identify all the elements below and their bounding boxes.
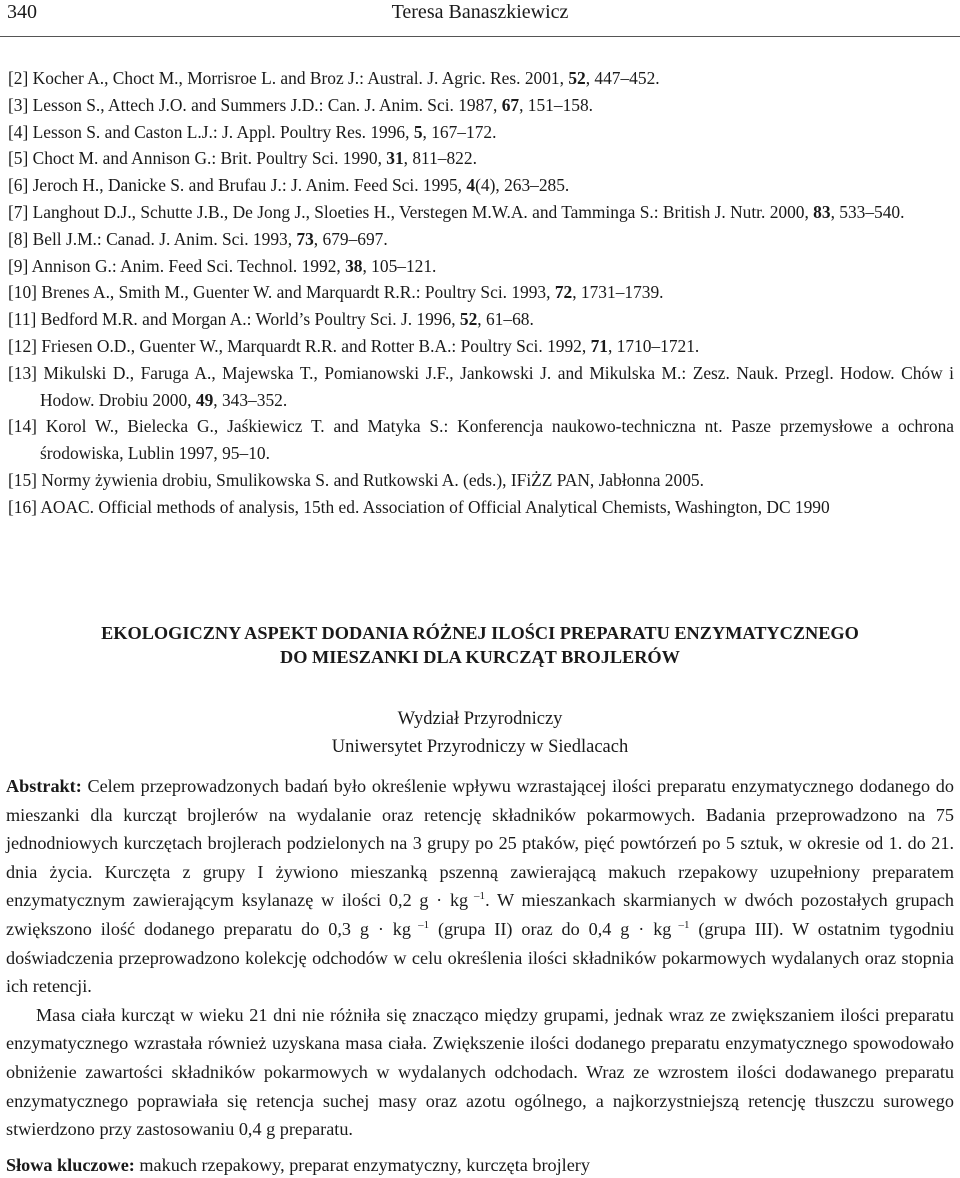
page-number: 340 — [7, 1, 37, 23]
reference-volume: 4 — [466, 175, 476, 196]
reference-text: AOAC. Official methods of analysis, 15th ed. Association of Official Analytical Chemists, Washington, DC 1990 — [40, 496, 830, 517]
reference-text: Choct M. and Annison G.: Brit. Poultry Sci. 1990, — [32, 148, 387, 169]
reference-item — [8, 413, 954, 467]
reference-number: [10] — [8, 282, 37, 303]
reference-pages: , 105–121. — [362, 255, 437, 276]
affiliation-university: Uniwersytet Przyrodniczy w Siedlacach — [331, 737, 629, 757]
reference-item — [8, 467, 954, 494]
reference-number: [2] — [8, 68, 29, 88]
reference-pages: , 1731–1739. — [572, 282, 664, 303]
reference-pages: , 151–158. — [519, 94, 594, 115]
article-title — [0, 621, 960, 669]
reference-list — [8, 65, 954, 521]
affiliation — [0, 705, 960, 761]
reference-number: [7] — [8, 201, 29, 222]
reference-item — [8, 494, 954, 521]
abstract — [6, 772, 954, 1144]
keywords-text: makuch rzepakowy, preparat enzymatyczny, kurczęta brojlery — [134, 1155, 590, 1175]
reference-text: Jeroch H., Danicke S. and Brufau J.: J. Anim. Feed Sci. 1995, — [32, 175, 467, 196]
reference-item — [8, 145, 954, 172]
reference-text: Bedford M.R. and Morgan A.: World’s Poultry Sci. J. 1996, — [40, 309, 460, 330]
affiliation-faculty: Wydział Przyrodniczy — [397, 709, 563, 729]
abstract-paragraph — [6, 1001, 954, 1144]
reference-item — [8, 333, 954, 360]
reference-volume: 83 — [813, 201, 831, 222]
reference-number: [11] — [8, 309, 37, 330]
abstract-text: Celem przeprowadzonych badań było określenie wpływu wzrastającej ilości preparatu enzymatycznego dodanego do mieszanki dla kurcząt brojlerów na wydalanie oraz retencję składników pokarmowych. Badania przeprowadzono na 75 jednodniowych kurczętach brojlerach podzielonych na 3 grupy po 25 ptaków, pięć powtórzeń po 5 sztuk, w okresie od 1. do 21. dnia życia. Kurczęta z grupy I żywiono mieszanką pszenną zawierającą makuch rzepakowy uzupełniony preparatem enzymatycznym zawierającym ksylanazę w ilości 0,2 g · kg — [6, 776, 954, 911]
reference-number: [16] — [8, 496, 37, 517]
reference-text: Lesson S. and Caston L.J.: J. Appl. Poultry Res. 1996, — [32, 121, 414, 142]
reference-volume: 52 — [568, 68, 586, 88]
reference-text: Langhout D.J., Schutte J.B., De Jong J., Sloeties H., Verstegen M.W.A. and Tamminga S.: British J. Nutr. 2000, — [32, 201, 814, 222]
reference-text: Annison G.: Anim. Feed Sci. Technol. 1992, — [31, 255, 346, 276]
exponent: –1 — [410, 918, 430, 931]
reference-number: [9] — [8, 255, 29, 276]
exponent: –1 — [468, 890, 486, 903]
reference-text: Korol W., Bielecka G., Jaśkiewicz T. and Matyka S.: Konferencja naukowo-techniczna nt. Pasze przemysłowe a ochrona środowiska, Lublin 1997, 95–10. — [40, 416, 954, 464]
abstract-text: Masa ciała kurcząt w wieku 21 dni nie różniła się znacząco między grupami, jednak wraz ze zwiększaniem ilości preparatu enzymatycznego wzrastała również uzyskana masa ciała. Zwiększenie ilości dodanego preparatu enzymatycznego spowodowało obniżenie zawartości składników pokarmowych w wydalanych odchodach. Wraz ze wzrostem ilości dodawanego preparatu enzymatycznego poprawiała się retencja suchej masy oraz azotu ogólnego, a najkorzystniejszą retencję tłuszczu surowego stwierdzono przy zastosowaniu 0,4 g preparatu. — [6, 1004, 954, 1140]
reference-text: Kocher A., Choct M., Morrisroe L. and Broz J.: Austral. J. Agric. Res. 2001, — [32, 68, 569, 88]
reference-pages: , 811–822. — [403, 148, 477, 169]
reference-pages: , 679–697. — [313, 228, 388, 249]
reference-text: Normy żywienia drobiu, Smulikowska S. and Rutkowski A. (eds.), IFiŻZ PAN, Jabłonna 2005. — [41, 469, 704, 490]
reference-volume: 5 — [413, 121, 423, 142]
reference-number: [5] — [8, 148, 29, 169]
reference-pages: , 1710–1721. — [607, 335, 700, 356]
abstract-paragraph — [6, 772, 954, 1001]
reference-item — [8, 199, 954, 226]
reference-number: [8] — [8, 228, 29, 249]
running-head-author: Teresa Banaszkiewicz — [391, 1, 569, 23]
reference-item — [8, 172, 954, 199]
reference-number: [4] — [8, 121, 29, 142]
reference-volume: 31 — [386, 148, 404, 169]
reference-item — [8, 119, 954, 146]
reference-number: [3] — [8, 94, 29, 115]
reference-volume: 72 — [554, 282, 573, 303]
reference-volume: 49 — [195, 389, 214, 410]
reference-item — [8, 226, 954, 253]
reference-pages: , 343–352. — [213, 389, 288, 410]
reference-pages: , 533–540. — [830, 201, 905, 222]
reference-text: Bell J.M.: Canad. J. Anim. Sci. 1993, — [32, 228, 297, 249]
reference-item — [8, 253, 954, 280]
reference-item — [8, 279, 954, 306]
reference-number: [14] — [8, 416, 37, 437]
reference-text: Brenes A., Smith M., Guenter W. and Marquardt R.R.: Poultry Sci. 1993, — [41, 282, 555, 303]
reference-pages: , 447–452. — [585, 68, 660, 88]
reference-volume: 52 — [459, 309, 478, 330]
reference-item — [8, 306, 954, 333]
reference-volume: 38 — [345, 255, 363, 276]
reference-item — [8, 360, 954, 414]
abstract-label: Abstrakt: — [6, 776, 82, 796]
abstract-text: . W mieszankach skarmianych w dwóch pozostałych grupach zwiększono ilość dodanego preparatu do 0,3 g · kg — [6, 890, 954, 939]
reference-pages: , 167–172. — [422, 121, 497, 142]
reference-pages: (4), 263–285. — [475, 175, 570, 196]
reference-number: [15] — [8, 469, 37, 490]
reference-text: Lesson S., Attech J.O. and Summers J.D.: Can. J. Anim. Sci. 1987, — [32, 94, 502, 115]
reference-number: [12] — [8, 335, 37, 356]
keywords — [6, 1152, 954, 1178]
reference-pages: , 61–68. — [477, 309, 534, 330]
reference-volume: 71 — [590, 335, 608, 356]
reference-item — [8, 92, 954, 119]
reference-text: Mikulski D., Faruga A., Majewska T., Pomianowski J.F., Jankowski J. and Mikulska M.: Zesz. Nauk. Przegl. Hodow. Chów i Hodow. Drobiu 2000, — [40, 362, 954, 410]
reference-number: [13] — [8, 362, 37, 383]
article-title-line: DO MIESZANKI DLA KURCZĄT BROJLERÓW — [280, 647, 680, 667]
reference-volume: 73 — [296, 228, 314, 249]
exponent: –1 — [671, 918, 690, 931]
article-title-line: EKOLOGICZNY ASPEKT DODANIA RÓŻNEJ ILOŚCI PREPARATU ENZYMATYCZNEGO — [101, 623, 859, 643]
keywords-label: Słowa kluczowe: — [6, 1155, 135, 1175]
reference-text: Friesen O.D., Guenter W., Marquardt R.R. and Rotter B.A.: Poultry Sci. 1992, — [41, 335, 591, 356]
abstract-text: (grupa II) oraz do 0,4 g · kg — [429, 918, 672, 939]
reference-volume: 67 — [501, 94, 520, 115]
reference-number: [6] — [8, 175, 29, 196]
header-rule — [0, 36, 960, 37]
abstract-text: (grupa III). W ostatnim tygodniu doświadczenia przeprowadzono kolekcję odchodów w celu określenia ilości składników pokarmowych wydalanych oraz stopnia ich retencji. — [6, 918, 954, 997]
reference-item — [8, 65, 954, 92]
